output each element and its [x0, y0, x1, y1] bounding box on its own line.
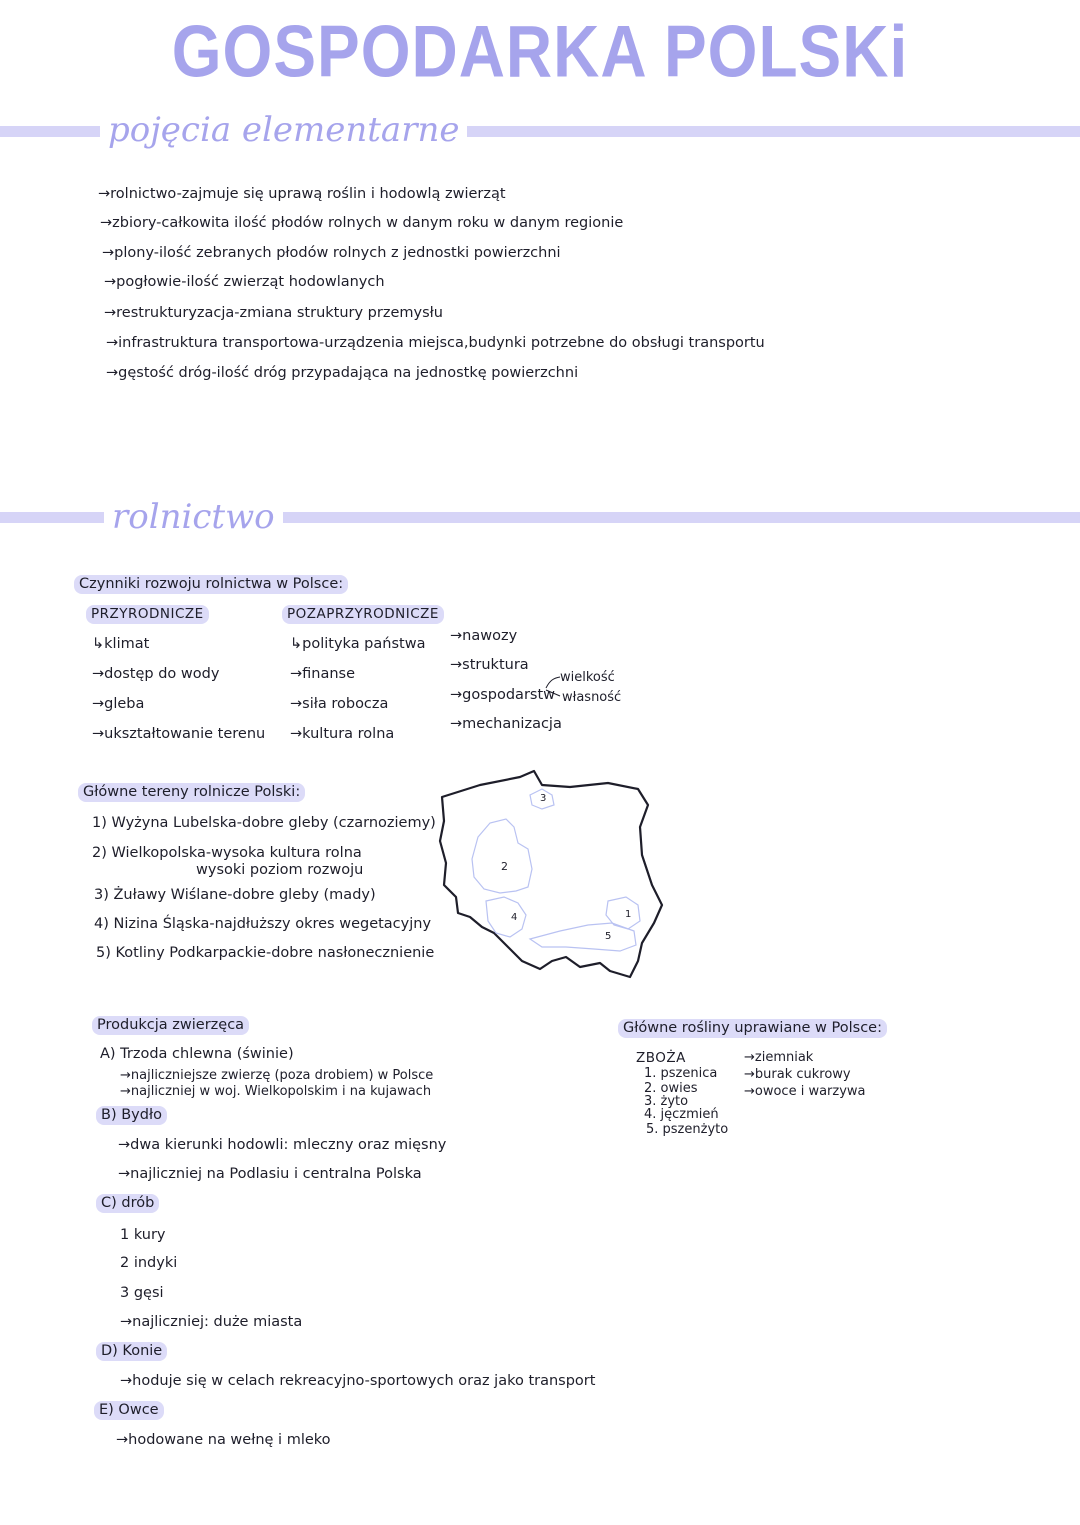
definition-item: →infrastruktura transportowa-urządzenia miejsca,budynki potrzebne do obsługi transportu [106, 335, 765, 351]
nonnatural-factor: →siła robocza [290, 696, 389, 712]
animal-detail: →najliczniejsze zwierzę (poza drobiem) w Polsce [120, 1068, 434, 1083]
animal-category: A) Trzoda chlewna (świnie) [100, 1046, 294, 1062]
definition-item: →plony-ilość zebranych płodów rolnych z jednostki powierzchni [102, 245, 561, 261]
animal-detail: →dwa kierunki hodowli: mleczny oraz mięsny [118, 1137, 447, 1153]
map-label: 5 [605, 931, 612, 942]
definition-item: →restrukturyzacja-zmiana struktury przemysłu [104, 305, 443, 321]
natural-factors-title: PRZYRODNICZE [86, 605, 209, 624]
map-label: 3 [540, 793, 547, 804]
nonnatural-factor: →kultura rolna [290, 726, 395, 742]
crop-item: →burak cukrowy [744, 1067, 851, 1082]
definition-item: →zbiory-całkowita ilość płodów rolnych w danym roku w danym regionie [100, 215, 624, 231]
definition-item: →gęstość dróg-ilość dróg przypadająca na jednostkę powierzchni [106, 365, 579, 381]
poland-map [430, 765, 670, 980]
factors-title: Czynniki rozwoju rolnictwa w Polsce: [74, 575, 348, 594]
crops-title: Główne rośliny uprawiane w Polsce: [618, 1019, 887, 1038]
region-lubelska [606, 897, 640, 929]
natural-factor: →dostęp do wody [92, 666, 220, 682]
extra-factor: →gospodarstw [450, 687, 556, 703]
nonnatural-factor: →finanse [290, 666, 356, 682]
definition-item: →pogłowie-ilość zwierząt hodowlanych [104, 274, 385, 290]
animal-detail: →najliczniej: duże miasta [120, 1314, 303, 1330]
area-item: 2) Wielkopolska-wysoka kultura rolna [92, 845, 362, 861]
crop-item: →ziemniak [744, 1050, 814, 1065]
grain-item: 3. żyto [644, 1094, 689, 1109]
crop-item: →owoce i warzywa [744, 1084, 866, 1099]
farm-branch: wielkość [560, 670, 615, 685]
animal-detail: →najliczniej w woj. Wielkopolskim i na kujawach [120, 1084, 432, 1099]
animal-detail: 3 gęsi [120, 1285, 164, 1301]
grain-item: 4. jęczmień [644, 1107, 719, 1122]
extra-factor: →struktura [450, 657, 529, 673]
page-title: GOSPODARKA POLSKi [171, 9, 909, 93]
animal-category: C) drób [96, 1194, 159, 1213]
animal-detail: 2 indyki [120, 1255, 178, 1271]
map-label: 4 [511, 912, 518, 923]
natural-factor: ↳klimat [92, 636, 150, 652]
animal-detail: →hodowane na wełnę i mleko [116, 1432, 331, 1448]
area-item: 1) Wyżyna Lubelska-dobre gleby (czarnoziemy) [92, 815, 436, 831]
map-label: 2 [501, 860, 508, 873]
grains-title: ZBOŻA [636, 1050, 686, 1066]
animal-detail: 1 kury [120, 1227, 166, 1243]
nonnatural-factor: ↳polityka państwa [290, 636, 426, 652]
animals-title: Produkcja zwierzęca [92, 1016, 249, 1035]
area-item: 3) Żuławy Wiślane-dobre gleby (mady) [94, 887, 376, 903]
grain-item: 5. pszenżyto [646, 1122, 729, 1137]
animal-category: D) Konie [96, 1342, 167, 1361]
grain-item: 2. owies [644, 1081, 698, 1096]
extra-factor: →mechanizacja [450, 716, 562, 732]
animal-detail: →hoduje się w celach rekreacyjno-sportowych oraz jako transport [120, 1373, 596, 1389]
area-item-sub: wysoki poziom rozwoju [196, 862, 364, 878]
area-item: 4) Nizina Śląska-najdłuższy okres wegetacyjny [94, 916, 432, 932]
section-heading-concepts: pojęcia elementarne [100, 110, 467, 150]
grain-item: 1. pszenica [644, 1066, 718, 1081]
areas-title: Główne tereny rolnicze Polski: [78, 783, 305, 802]
branch-arrows [544, 670, 564, 700]
farm-branch: własność [562, 690, 622, 705]
map-label: 1 [625, 909, 632, 920]
extra-factor: →nawozy [450, 628, 518, 644]
definition-item: →rolnictwo-zajmuje się uprawą roślin i hodowlą zwierząt [98, 186, 506, 202]
section-heading-agriculture: rolnictwo [104, 497, 283, 537]
nonnatural-factors-title: POZAPRZYRODNICZE [282, 605, 444, 624]
animal-detail: →najliczniej na Podlasiu i centralna Polska [118, 1166, 422, 1182]
animal-category: E) Owce [94, 1401, 164, 1420]
natural-factor: →ukształtowanie terenu [92, 726, 266, 742]
area-item: 5) Kotliny Podkarpackie-dobre nasłonecznienie [96, 945, 435, 961]
animal-category: B) Bydło [96, 1106, 167, 1125]
natural-factor: →gleba [92, 696, 145, 712]
region-wielkopolska [472, 819, 532, 893]
